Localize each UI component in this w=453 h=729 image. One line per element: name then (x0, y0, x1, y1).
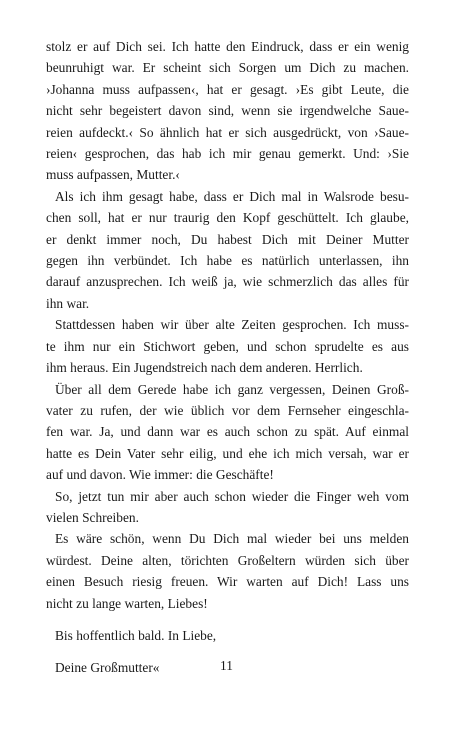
text-line: würdest. Deine alten, törichten Großeltern würden sich über (46, 552, 409, 568)
text-line: Es wäre schön, wenn Du Dich mal wieder bei uns melden (55, 531, 409, 547)
closing-line: Bis hoffentlich bald. In Liebe, (55, 627, 217, 643)
text-line: Stattdessen haben wir über alte Zeiten gesprochen. Ich muss- (55, 317, 409, 333)
text-line: hatte es Dein Vater sehr eilig, und ehe ich mich versah, war er (46, 445, 409, 461)
text-line: nicht sehr begeistert davon sind, wenn sie irgendwelche Saue- (46, 103, 409, 119)
spacer (46, 646, 409, 657)
text-line: muss aufpassen, Mutter.‹ (46, 167, 180, 183)
text-line: te ihm nur ein Stichwort geben, und schon sprudelte es aus (46, 338, 409, 354)
text-line: einen Besuch riesig freuen. Wir warten auf Dich! Lass uns (46, 574, 409, 590)
text-line: ihm heraus. Ein Jugendstreich nach dem anderen. Herrlich. (46, 360, 363, 376)
paragraph (46, 379, 409, 486)
text-line: stolz er auf Dich sei. Ich hatte den Eindruck, dass er ein wenig (46, 39, 409, 54)
signature-line: Deine Großmutter« (55, 660, 160, 676)
paragraph (46, 486, 409, 529)
text-line: chen soll, hat er nur traurig den Kopf geschüttelt. Ich glaube, (46, 210, 409, 226)
text-line: vater zu rufen, der wie üblich vor dem Fernseher eingeschla- (46, 402, 409, 418)
text-line: So, jetzt tun mir aber auch schon wieder die Finger weh vom (55, 488, 409, 504)
text-line: reien‹ gesprochen, das hab ich mir genau gemerkt. Und: ›Sie (46, 146, 409, 162)
paragraph (46, 186, 409, 314)
paragraph (46, 528, 409, 614)
paragraph (46, 314, 409, 378)
text-line: er denkt immer noch, Du habest Dich mit Deiner Mutter (46, 231, 409, 247)
text-line: Über all dem Gerede habe ich ganz vergessen, Deinen Groß- (55, 381, 409, 397)
text-line: reien aufdeckt.‹ So ähnlich hat er sich ausgedrückt, von ›Saue- (46, 124, 409, 140)
text-line: ihn war. (46, 295, 90, 311)
paragraph (46, 36, 409, 186)
spacer (46, 614, 409, 625)
text-line: darauf anzusprechen. Ich weiß ja, wie schmerzlich das alles für (46, 274, 409, 290)
text-line: auf und davon. Wie immer: die Geschäfte! (46, 467, 274, 483)
text-line: Als ich ihm gesagt habe, dass er Dich mal in Walsrode besu- (55, 188, 409, 204)
text-line: fen war. Ja, und dann war es auch schon zu spät. Auf einmal (46, 424, 409, 440)
text-line: ›Johanna muss aufpassen‹, hat er gesagt. ›Es gibt Leute, die (46, 81, 409, 97)
page-number: 11 (220, 658, 233, 673)
text-line: nicht zu lange warten, Liebes! (46, 595, 208, 611)
text-line: vielen Schreiben. (46, 509, 139, 525)
letter-text-block (46, 36, 409, 679)
text-line: beunruhigt war. Er scheint sich Sorgen um Dich zu machen. (46, 60, 409, 76)
text-line: gegen ihn verbündet. Ich habe es natürlich unterlassen, ihn (46, 253, 409, 269)
